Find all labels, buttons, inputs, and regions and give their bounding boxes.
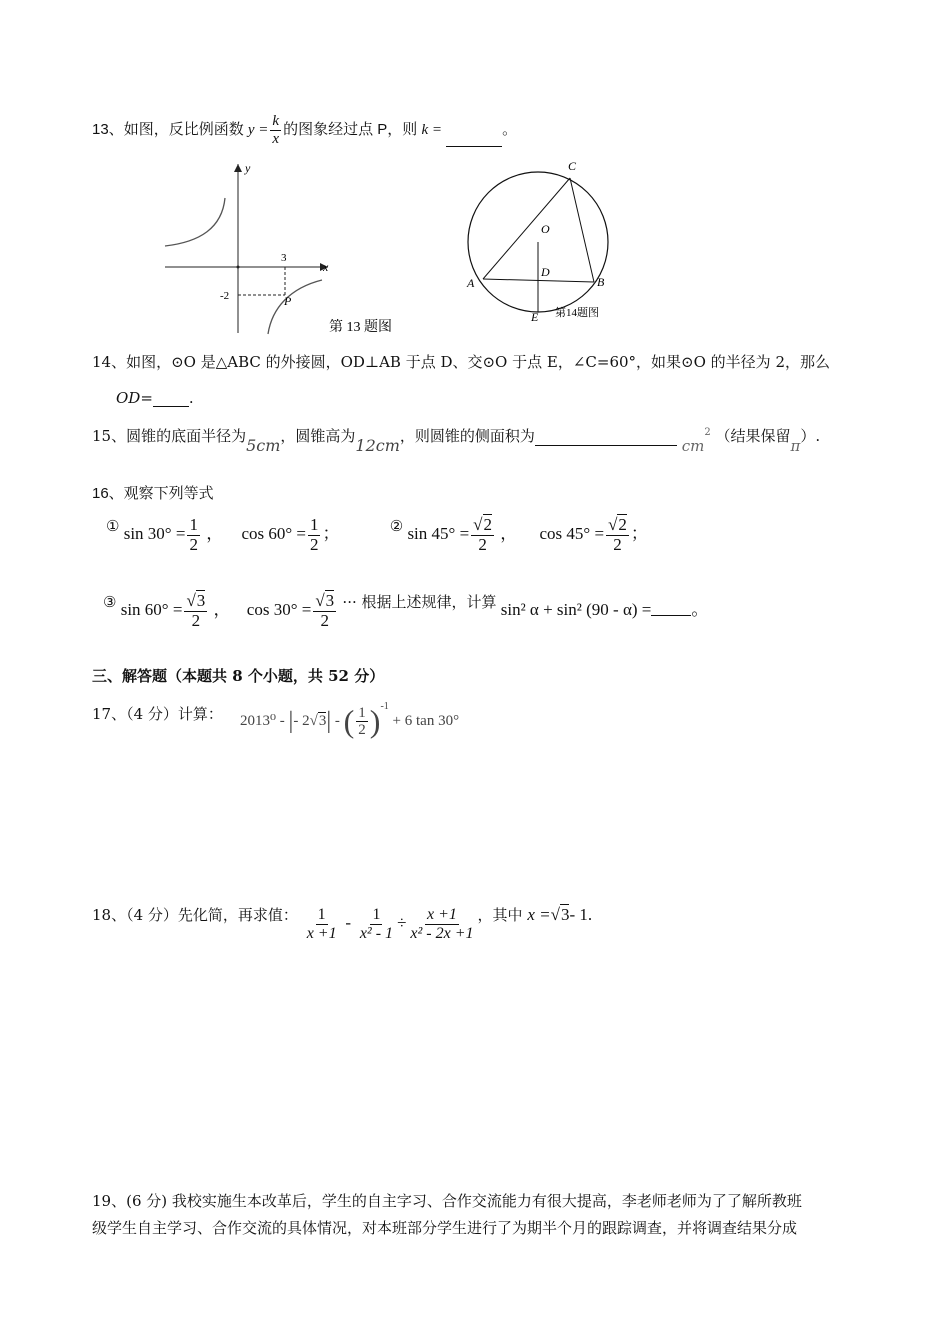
point-p-label: P [284,294,292,308]
section-3-heading: 三、解答题（本题共 8 个小题，共 52 分） [92,667,385,685]
answer-blank [651,607,691,616]
q16-title: 16、观察下列等式 [92,485,214,502]
label-b: B [597,275,605,289]
q16-row2: ③ sin 60° = $\frac{√3}{2}$ ， cos 30° = $\frac{√3}{2}$ ··· 根据上述规律，计算 sin² α + sin² (90 - α) = 。 [103,591,709,630]
figure-13-caption: 第 13 题图 [329,320,392,335]
q18-line: 18、（4 分）先化简，再求值： $\frac{1}{x +1}$ - $\frac{1}{\text{x² - 1}}$ ÷ $\frac{x +1}{\text{x² - 2x +1}}$ ，其中 x =√3- 1. [92,905,593,942]
label-e: E [531,310,539,324]
answer-blank [153,392,189,407]
q13-line: 13、如图，反比例函数 y = $\frac{k}{x}$ 的图象经过点 P，则 k = 。 [92,113,518,147]
tick-3: 3 [281,252,287,264]
q17-lead: 17、（4 分）计算： [92,705,223,723]
answer-blank [535,431,677,446]
q19-line2: 级学生自主学习、合作交流的具体情况，对本班部分学生进行了为期半个月的跟踪调查，并将调查结果分成 [92,1219,798,1237]
q16-row1: ① sin 30° = $\frac{1}{2}$ ， cos 60° = $\frac{1}{2}$ ； ② sin 45° = $\frac{√2}{2}$ ， cos 45° = $\frac{√2}{2}$ ； [106,515,648,554]
tick-minus-2: -2 [220,290,230,302]
axis-x-label: x [323,260,329,274]
figure-14-circle [455,158,630,328]
q19-line1: 19、(6 分) 我校实施生本改革后，学生的自主字习、合作交流能力有很大提高，李老师老师为了了解所教班 [92,1192,802,1210]
q17-expression: 2013⁰ - |- 2√3| - ( $\frac{1}{2}$ )$^{-1}$ + 6 tan 30° [240,700,460,739]
k-over-x: $\frac{k}{x}$ [272,113,280,147]
answer-blank [446,132,502,147]
label-d: D [541,265,550,279]
label-o: O [541,222,550,236]
label-a: A [467,276,475,290]
label-c: C [568,159,577,173]
q14-line2: OD= . [116,389,194,407]
q14-line1: 14、如图，⊙O 是△ABC 的外接圆，OD⊥AB 于点 D、交⊙O 于点 E，∠C=60°，如果⊙O 的半径为 2，那么 [92,353,830,371]
figure-14-caption: 第14题图 [555,307,599,319]
figure-13-graph [160,158,420,338]
axis-y-label: y [245,161,251,175]
q15-line: 15、圆锥的底面半径为5cm，圆锥高为12cm，则圆锥的侧面积为 $cm^2$ （结果保留π）. [92,427,821,455]
